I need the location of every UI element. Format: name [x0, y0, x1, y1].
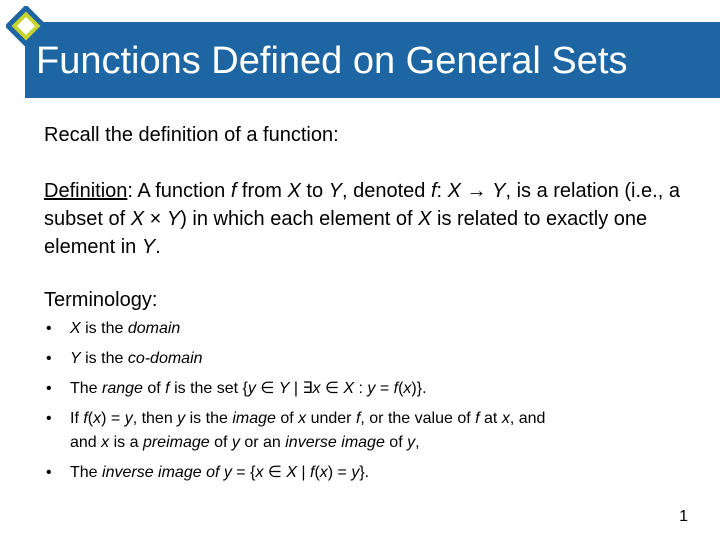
list-item — [44, 461, 704, 485]
bullet-text: is a — [109, 434, 143, 451]
math-symbol: ∈ — [255, 380, 279, 397]
times-symbol: × — [144, 208, 167, 230]
math-var: X — [286, 464, 297, 481]
math-symbol: = — [375, 380, 394, 397]
definition-text: : A function — [127, 180, 231, 202]
math-var: f — [393, 380, 399, 397]
bullet-text: under — [306, 410, 356, 427]
bullet-text: or an — [239, 434, 286, 451]
bullet-text: The — [70, 464, 103, 481]
definition-text: : — [436, 180, 448, 202]
math-var: X — [418, 208, 432, 230]
definition-text: is related to exactly one element in — [44, 208, 648, 258]
math-var: y — [177, 410, 186, 427]
math-var: X — [287, 180, 301, 202]
list-item — [44, 317, 704, 341]
math-var: Y — [492, 180, 506, 202]
definition-text: ) in which each element of — [180, 208, 419, 230]
math-symbol: ( — [314, 464, 320, 481]
math-symbol: ( — [398, 380, 404, 397]
math-symbol: ∈ — [263, 464, 287, 481]
math-var: x — [319, 464, 328, 481]
math-symbol: = { — [231, 464, 256, 481]
math-var: y — [367, 380, 376, 397]
bullet-text: , and — [509, 410, 546, 427]
math-var: X — [70, 320, 81, 337]
bullet-text: , then — [132, 410, 178, 427]
math-var: x — [93, 410, 102, 427]
math-var: x — [403, 380, 412, 397]
math-var: f — [230, 180, 237, 202]
math-var: X — [343, 380, 355, 397]
bullet-text: of — [142, 380, 166, 397]
math-symbol: }. — [359, 464, 370, 481]
math-var: X — [130, 208, 145, 230]
math-var: x — [312, 380, 321, 397]
bullet-text: is the — [185, 410, 233, 427]
bullet-text: is the — [80, 350, 128, 367]
math-var: f — [355, 410, 361, 427]
math-var: X — [447, 180, 461, 202]
math-var: y — [247, 380, 256, 397]
term-domain: domain — [127, 320, 181, 337]
definition-term: Definition — [44, 180, 128, 202]
term-image: image — [232, 410, 276, 427]
math-var: y — [231, 434, 240, 451]
page-number: 1 — [679, 508, 688, 525]
terminology-list — [44, 317, 704, 491]
math-var: y — [124, 410, 133, 427]
definition-paragraph — [44, 177, 704, 261]
math-var: x — [501, 410, 510, 427]
list-item — [44, 407, 704, 455]
math-var: f — [83, 410, 88, 427]
math-var: y — [407, 434, 416, 451]
math-var: f — [475, 410, 480, 427]
math-var: x — [298, 410, 307, 427]
definition-text: from — [236, 180, 288, 202]
term-inverse-image-of-y: inverse image of y — [102, 464, 232, 481]
math-var: f — [165, 380, 170, 397]
bullet-text: The — [70, 380, 103, 397]
math-symbol: | ∃ — [289, 380, 313, 397]
math-symbol: : — [354, 380, 368, 397]
math-var: Y — [328, 180, 342, 202]
definition-text: , denoted — [341, 180, 431, 202]
list-item — [44, 347, 704, 371]
math-var: x — [255, 464, 264, 481]
math-symbol: ( — [87, 410, 94, 427]
bullet-text: If — [70, 410, 84, 427]
math-var: x — [101, 434, 110, 451]
bullet-text: ) = — [101, 410, 125, 427]
math-var: Y — [70, 350, 81, 367]
slide-title: Functions Defined on General Sets — [36, 40, 628, 82]
math-var: f — [430, 180, 437, 202]
terminology-heading: Terminology: — [44, 289, 158, 311]
definition-text: , is a relation (i.e., a subset of — [44, 180, 680, 230]
term-inverse-image: inverse image — [285, 434, 385, 451]
bullet-text: of — [209, 434, 232, 451]
bullet-text: is the — [80, 320, 128, 337]
term-preimage: preimage — [142, 434, 210, 451]
term-codomain: co-domain — [127, 350, 203, 367]
bullet-text: and — [70, 434, 102, 451]
list-item — [44, 377, 704, 401]
recall-text: Recall the definition of a function: — [44, 124, 339, 146]
math-symbol: ) = — [327, 464, 352, 481]
math-var: Y — [141, 236, 156, 258]
arrow-symbol: → — [460, 180, 493, 202]
math-symbol: )}. — [411, 380, 427, 397]
math-var: Y — [278, 380, 290, 397]
bullet-text: of — [384, 434, 408, 451]
math-symbol: ∈ — [320, 380, 344, 397]
bullet-text: , or the value of — [360, 410, 476, 427]
math-var: f — [309, 464, 315, 481]
bullet-text: is the set { — [169, 380, 248, 397]
definition-text: . — [155, 236, 161, 258]
definition-text: to — [300, 180, 329, 202]
bullet-text: , — [415, 434, 420, 451]
bullet-text: at — [479, 410, 502, 427]
math-var: y — [351, 464, 360, 481]
math-symbol: | — [296, 464, 310, 481]
bullet-text: of — [275, 410, 299, 427]
term-range: range — [102, 380, 143, 397]
math-var: Y — [166, 208, 181, 230]
